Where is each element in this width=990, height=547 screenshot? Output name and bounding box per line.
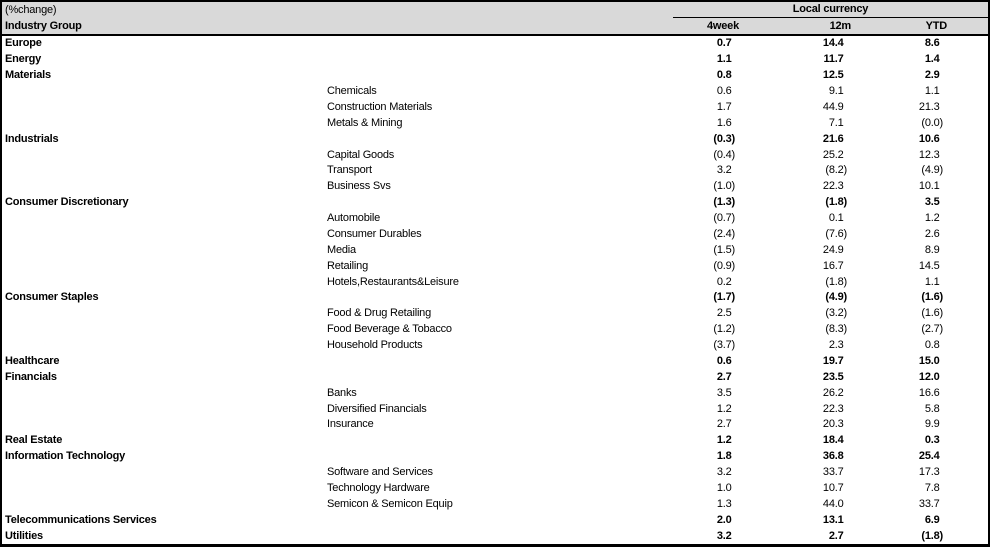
value-cell-ytd: 12.3 [918, 149, 940, 161]
value-cell-12m: 21.6 [822, 133, 844, 145]
table-row [2, 433, 988, 449]
value-cell-12m: 14.4 [822, 38, 844, 50]
value-cell-4week: 2.7 [716, 419, 732, 431]
table-row [2, 369, 988, 385]
value-cell-ytd: 3.5 [924, 197, 940, 209]
sub-label: Banks [327, 387, 357, 399]
value-cell-4week: (0.9) [713, 260, 735, 272]
value-cell-ytd: 9.9 [924, 419, 940, 431]
table-row [2, 84, 988, 100]
table-row [2, 496, 988, 512]
value-cell-ytd: 25.4 [918, 451, 940, 463]
value-cell-12m: 11.7 [823, 54, 844, 66]
value-cell-ytd: 7.8 [924, 482, 940, 494]
group-label: Industrials [5, 133, 59, 145]
value-cell-ytd: 2.9 [924, 70, 940, 82]
value-cell-4week: (0.7) [713, 213, 735, 225]
value-cell-ytd: 1.1 [924, 276, 940, 288]
sub-label: Food Beverage & Tobacco [327, 324, 452, 336]
value-cell-12m: 44.9 [822, 101, 844, 113]
value-cell-12m: 36.8 [822, 451, 844, 463]
value-cell-4week: 0.6 [716, 86, 732, 98]
sub-label: Hotels,Restaurants&Leisure [327, 276, 459, 288]
table-row [2, 211, 988, 227]
value-cell-4week: (1.0) [713, 181, 735, 193]
table-header [2, 2, 988, 34]
table-row [2, 417, 988, 433]
table-row [2, 354, 988, 370]
value-cell-12m: 18.4 [822, 435, 844, 447]
sub-label: Automobile [327, 213, 381, 225]
value-cell-12m: 10.7 [822, 482, 844, 494]
value-cell-4week: (1.2) [713, 324, 735, 336]
value-cell-12m: 24.9 [822, 244, 844, 256]
value-cell-4week: 0.8 [716, 70, 732, 82]
table-row [2, 131, 988, 147]
value-cell-ytd: 8.6 [924, 38, 940, 50]
value-cell-12m: 22.3 [822, 181, 844, 193]
value-cell-ytd: 16.6 [918, 387, 940, 399]
value-cell-ytd: 14.5 [918, 260, 940, 272]
table-row [2, 100, 988, 116]
table-row [2, 227, 988, 243]
value-cell-ytd: (1.8) [921, 530, 943, 542]
value-cell-4week: (1.7) [713, 292, 735, 304]
sub-label: Chemicals [327, 86, 377, 98]
sub-label: Media [327, 244, 356, 256]
value-cell-4week: 1.8 [716, 451, 732, 463]
value-cell-12m: (4.9) [825, 292, 847, 304]
value-cell-ytd: 1.1 [924, 86, 940, 98]
table-row [2, 258, 988, 274]
value-cell-12m: 25.2 [822, 149, 844, 161]
value-cell-ytd: 17.3 [918, 467, 940, 479]
group-label: Europe [5, 38, 42, 50]
table-row [2, 481, 988, 497]
value-cell-4week: (1.5) [713, 244, 735, 256]
local-currency-header: Local currency [673, 2, 988, 18]
table-body [2, 36, 988, 544]
table-row [2, 68, 988, 84]
value-cell-ytd: 6.9 [924, 514, 940, 526]
value-cell-4week: 1.0 [716, 482, 732, 494]
value-cell-4week: (1.3) [713, 197, 735, 209]
table-row [2, 322, 988, 338]
value-cell-12m: 20.3 [822, 419, 844, 431]
value-cell-4week: 3.2 [716, 530, 732, 542]
sub-label: Construction Materials [327, 101, 433, 113]
value-cell-ytd: (1.6) [921, 292, 943, 304]
value-cell-4week: 2.5 [716, 308, 732, 320]
table-row [2, 179, 988, 195]
value-cell-12m: (3.2) [825, 308, 847, 320]
sub-label: Insurance [327, 419, 374, 431]
value-cell-ytd: 15.0 [918, 355, 940, 367]
percent-change-label: (%change) [5, 3, 57, 16]
value-cell-ytd: 12.0 [918, 371, 940, 383]
column-header-12m: 12m [829, 20, 851, 32]
table-row [2, 449, 988, 465]
sub-label: Household Products [327, 340, 423, 352]
sub-label: Retailing [327, 260, 369, 272]
group-label: Information Technology [5, 451, 126, 463]
value-cell-12m: 19.7 [822, 355, 844, 367]
group-label: Utilities [5, 530, 43, 542]
column-header-4week: 4week [706, 20, 739, 32]
sub-label: Semicon & Semicon Equip [327, 498, 453, 510]
sub-label: Technology Hardware [327, 482, 430, 494]
value-cell-12m: 13.1 [822, 514, 844, 526]
value-cell-ytd: 10.6 [918, 133, 940, 145]
value-cell-12m: 7.1 [828, 117, 844, 129]
value-cell-4week: (0.4) [713, 149, 735, 161]
sub-label: Consumer Durables [327, 228, 422, 240]
sub-label: Capital Goods [327, 149, 395, 161]
table-row [2, 115, 988, 131]
value-cell-ytd: 1.2 [924, 213, 940, 225]
value-cell-12m: 33.7 [822, 467, 844, 479]
table-row [2, 147, 988, 163]
group-label: Financials [5, 371, 57, 383]
value-cell-4week: 1.2 [716, 403, 732, 415]
table-row [2, 512, 988, 528]
value-cell-4week: 2.0 [716, 514, 732, 526]
header-row-columns [2, 18, 988, 34]
industry-group-header: Industry Group [5, 20, 82, 32]
value-cell-ytd: (0.0) [921, 117, 943, 129]
value-cell-ytd: 2.6 [924, 228, 940, 240]
table-row [2, 242, 988, 258]
value-cell-4week: 0.2 [716, 276, 732, 288]
value-cell-ytd: (4.9) [921, 165, 943, 177]
sub-label: Food & Drug Retailing [327, 308, 432, 320]
value-cell-12m: (7.6) [825, 228, 847, 240]
value-cell-12m: 9.1 [828, 86, 844, 98]
value-cell-ytd: (1.6) [921, 308, 943, 320]
value-cell-12m: 44.0 [822, 498, 844, 510]
group-label: Consumer Discretionary [5, 197, 129, 209]
value-cell-12m: 23.5 [822, 371, 844, 383]
value-cell-12m: 2.7 [828, 530, 844, 542]
value-cell-4week: 3.2 [716, 467, 732, 479]
value-cell-4week: (3.7) [713, 340, 735, 352]
group-label: Telecommunications Services [5, 514, 157, 526]
header-row-currency [2, 2, 988, 18]
value-cell-4week: 0.6 [716, 355, 732, 367]
value-cell-4week: 3.2 [716, 165, 732, 177]
value-cell-12m: (1.8) [825, 197, 847, 209]
value-cell-ytd: 0.8 [924, 340, 940, 352]
sub-label: Business Svs [327, 181, 391, 193]
value-cell-ytd: 10.1 [918, 181, 940, 193]
group-label: Consumer Staples [5, 292, 99, 304]
table-row [2, 52, 988, 68]
table-row [2, 465, 988, 481]
value-cell-12m: (8.2) [825, 165, 847, 177]
table-row [2, 401, 988, 417]
value-cell-4week: 1.6 [716, 117, 732, 129]
table-row [2, 338, 988, 354]
value-cell-4week: 1.1 [716, 54, 732, 66]
value-cell-12m: 0.1 [828, 213, 844, 225]
value-cell-4week: 2.7 [716, 371, 732, 383]
value-cell-4week: (0.3) [713, 133, 735, 145]
value-cell-ytd: 1.4 [924, 54, 940, 66]
value-cell-12m: 26.2 [822, 387, 844, 399]
value-cell-ytd: 0.3 [924, 435, 940, 447]
value-cell-4week: 1.2 [716, 435, 732, 447]
sub-label: Diversified Financials [327, 403, 427, 415]
value-cell-12m: 22.3 [822, 403, 844, 415]
group-label: Real Estate [5, 435, 63, 447]
group-label: Healthcare [5, 355, 60, 367]
value-cell-ytd: 5.8 [924, 403, 940, 415]
group-label: Materials [5, 70, 51, 82]
value-cell-12m: 12.5 [822, 70, 844, 82]
value-cell-ytd: 33.7 [918, 498, 940, 510]
table-row [2, 36, 988, 52]
value-cell-12m: (8.3) [825, 324, 847, 336]
value-cell-12m: (1.8) [825, 276, 847, 288]
value-cell-12m: 2.3 [828, 340, 844, 352]
table-row [2, 195, 988, 211]
value-cell-4week: 1.7 [716, 101, 732, 113]
sub-label: Metals & Mining [327, 117, 403, 129]
value-cell-ytd: 21.3 [918, 101, 940, 113]
table-row [2, 163, 988, 179]
value-cell-4week: 0.7 [716, 38, 732, 50]
sub-label: Software and Services [327, 467, 433, 479]
table-row [2, 274, 988, 290]
value-cell-ytd: 8.9 [924, 244, 940, 256]
table-row [2, 290, 988, 306]
group-label: Energy [5, 54, 42, 66]
table-row [2, 385, 988, 401]
value-cell-ytd: (2.7) [921, 324, 943, 336]
column-header-ytd: YTD [925, 20, 947, 32]
sub-label: Transport [327, 165, 372, 177]
value-cell-4week: (2.4) [713, 228, 735, 240]
table-row [2, 306, 988, 322]
value-cell-4week: 3.5 [716, 387, 732, 399]
table-row [2, 528, 988, 544]
value-cell-4week: 1.3 [716, 498, 732, 510]
value-cell-12m: 16.7 [822, 260, 844, 272]
